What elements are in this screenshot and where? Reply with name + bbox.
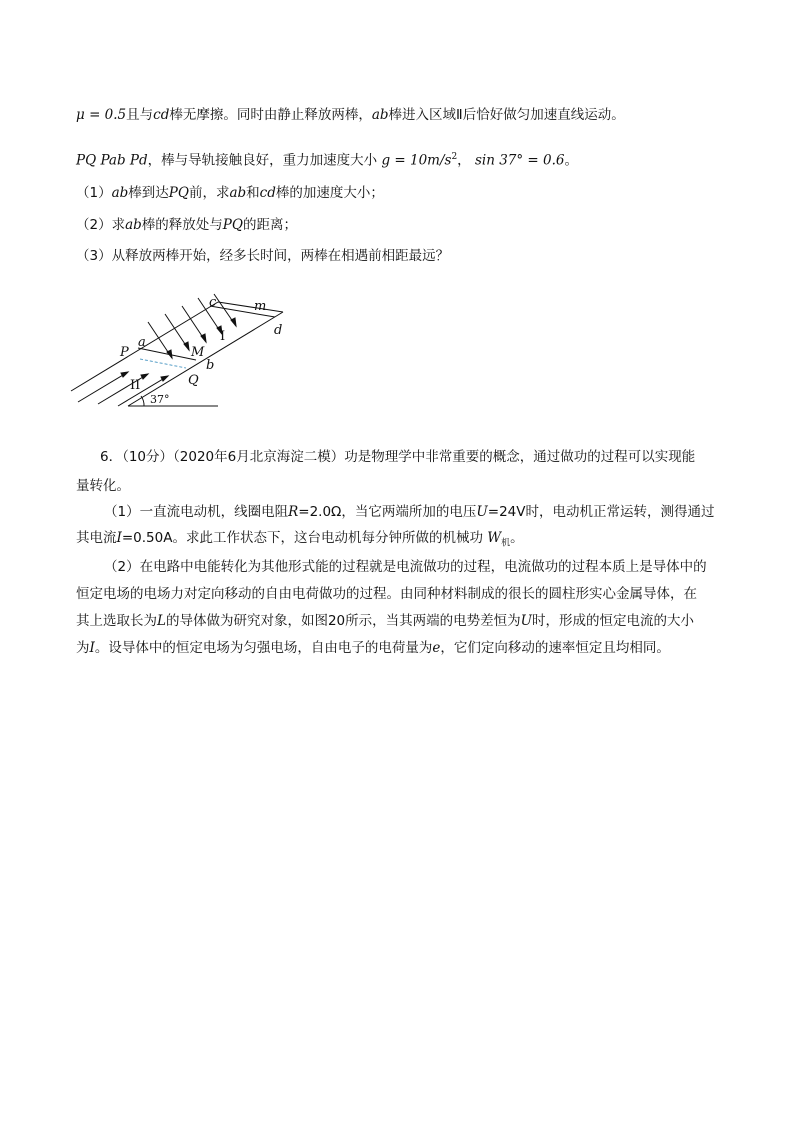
var-ab: ab xyxy=(371,107,389,123)
garbled-glyphs: PQ Pab Pd xyxy=(76,152,148,169)
var-R: R xyxy=(288,504,299,520)
label-b: b xyxy=(206,358,215,373)
p5-q2 xyxy=(76,215,297,235)
p6-p1a xyxy=(104,502,715,522)
text: 棒到达 xyxy=(128,185,169,201)
text: 的导体做为研究对象，如图20所示，当其两端的电势差恒为 xyxy=(165,613,521,629)
text: 时，形成的恒定电流的大小 xyxy=(532,613,695,629)
text: 。 xyxy=(510,530,524,546)
text: ， xyxy=(457,152,471,169)
g-expr: g = 10m/s xyxy=(381,152,452,169)
boundary-pq xyxy=(140,359,186,368)
text: 且与 xyxy=(126,107,154,123)
label-P: P xyxy=(120,345,129,360)
q-number: （1） xyxy=(76,185,112,201)
text: 前，求 xyxy=(188,185,230,201)
mu-expr: μ = 0.5 xyxy=(76,107,127,123)
text: =2.0Ω，当它两端所加的电压 xyxy=(298,504,477,520)
var-e: e xyxy=(432,640,441,656)
var-cd: cd xyxy=(259,185,276,201)
text: 其上选取长为 xyxy=(76,613,157,629)
text: 恒定电场的电场力对定向移动的自由电荷做功的过程。由同种材料制成的很长的圆柱形实心金属导体，在 xyxy=(76,586,697,602)
text: 棒无摩擦。同时由静止释放两棒， xyxy=(169,107,372,123)
text: =0.50A。求此工作状态下，这台电动机每分钟所做的机械功 xyxy=(121,530,483,546)
var-W: W xyxy=(487,530,502,546)
p6-heading: 6．（10分）（2020年6月北京海淀二模）功是物理学中非常重要的概念，通过做功的过程可以实现能 xyxy=(100,449,696,465)
var-cd: cd xyxy=(153,107,170,123)
text: （2）在电路中电能转化为其他形式能的过程就是电流做功的过程，电流做功的过程本质上是导体中的 xyxy=(104,559,707,575)
var-ab: ab xyxy=(125,217,142,233)
label-M: M xyxy=(191,345,205,360)
text: 。设导体中的恒定电场为匀强电场，自由电子的电荷量为 xyxy=(94,640,433,656)
text: 其电流 xyxy=(76,530,117,546)
label-angle: 37° xyxy=(150,393,170,406)
label-Q: Q xyxy=(188,373,199,388)
var-pq: PQ xyxy=(222,217,243,233)
text: （1）一直流电动机，线圈电阻 xyxy=(104,504,289,520)
var-I: I xyxy=(116,530,122,546)
p6-line2 xyxy=(76,476,130,496)
p6-p2c xyxy=(76,611,694,631)
p6-p2b xyxy=(76,584,697,604)
p5-q3 xyxy=(76,246,449,266)
var-L: L xyxy=(157,613,166,629)
field-arrow-II xyxy=(98,374,148,404)
q3-text: （3）从释放两棒开始，经多长时间，两棒在相遇前相距最远？ xyxy=(76,248,450,264)
var-pq: PQ xyxy=(168,185,189,201)
label-a: a xyxy=(138,335,146,350)
var-I: I xyxy=(89,640,95,656)
text: 的距离； xyxy=(242,217,297,233)
sin-expr: sin 37° = 0.6 xyxy=(474,152,565,169)
p6-p2a xyxy=(104,557,707,577)
p5-line1 xyxy=(76,105,625,125)
label-region-II: II xyxy=(130,378,141,393)
text: 量转化。 xyxy=(76,478,130,494)
var-ab: ab xyxy=(111,185,129,201)
superscript: 2 xyxy=(451,152,458,162)
text: 棒的加速度大小； xyxy=(275,185,384,201)
p6-line1 xyxy=(100,447,695,467)
text: 。 xyxy=(564,152,578,169)
label-region-I: I xyxy=(220,329,226,344)
label-m: m xyxy=(254,299,267,314)
label-c: c xyxy=(209,295,217,310)
text: =24V时，电动机正常运转，测得通过 xyxy=(487,504,715,520)
p5-q1 xyxy=(76,183,384,203)
text: ，棒与导轨接触良好，重力加速度大小 xyxy=(147,152,378,169)
p6-p1b xyxy=(76,528,524,554)
text: 棒的释放处与 xyxy=(141,217,223,233)
label-d: d xyxy=(274,323,283,338)
incline-rails-figure xyxy=(68,292,298,417)
text: 棒进入区域Ⅱ后恰好做匀加速直线运动。 xyxy=(388,107,625,123)
text: 为 xyxy=(76,640,90,656)
subscript: 机 xyxy=(501,538,511,549)
text: 和 xyxy=(246,185,260,201)
var-U: U xyxy=(520,613,533,629)
rail-top-end xyxy=(218,302,283,312)
var-ab: ab xyxy=(229,185,247,201)
text: ，它们定向移动的速率恒定且均相同。 xyxy=(440,640,670,656)
field-arrow-II xyxy=(78,372,128,402)
p5-line2 xyxy=(76,147,578,171)
q-number: （2）求 xyxy=(76,217,126,233)
p6-p2d xyxy=(76,638,670,658)
var-U: U xyxy=(476,504,488,520)
